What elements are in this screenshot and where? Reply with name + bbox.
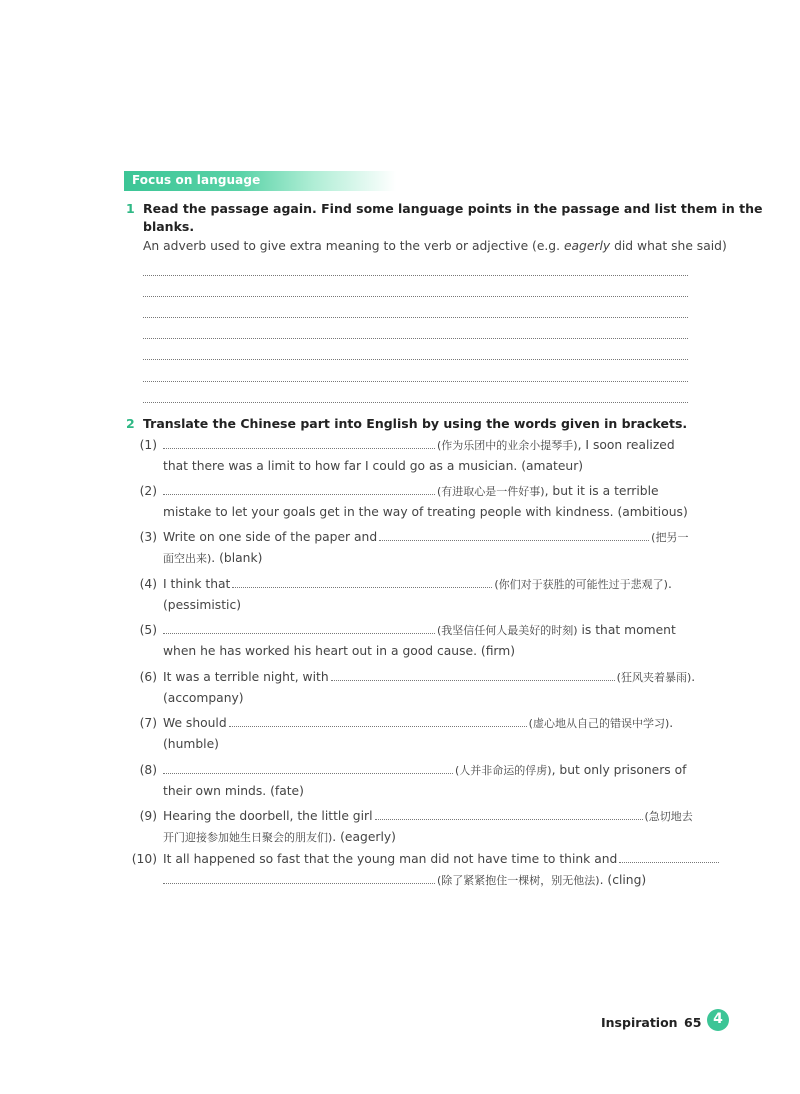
item-number: (5) [139,623,157,637]
item-number: (10) [131,852,157,866]
question-1-instruction [143,239,727,253]
item-text: We should [163,716,227,730]
item-1-line1 [163,435,675,456]
item-10-line2 [163,870,646,891]
item-text: . (eagerly) [332,830,396,844]
item-2-line2: mistake to let your goals get in the way of treating people with kindness. (ambitious) [163,505,688,519]
chinese-prompt: (你们对于获胜的可能性过于悲观了) [494,578,668,591]
item-text: is that moment [577,623,676,637]
item-number: (8) [139,763,157,777]
page-number: 65 [684,1015,702,1030]
answer-line[interactable] [143,381,688,382]
question-2-title: Translate the Chinese part into English by using the words given in brackets. [143,416,688,431]
item-number: (4) [139,577,157,591]
item-9-line1 [163,806,693,827]
chinese-prompt: (人并非命运的俘虏) [455,764,552,777]
chinese-prompt: (狂风夹着暴雨) [616,671,692,684]
item-7-line1 [163,713,673,734]
item-number: (3) [139,530,157,544]
item-text: , but it is a terrible [544,484,659,498]
answer-line[interactable] [143,275,688,276]
item-text: . [669,716,674,730]
chinese-prompt: (虚心地从自己的错误中学习) [528,717,670,730]
chinese-prompt: (急切地去 [644,810,693,823]
item-5-line1 [163,620,676,641]
section-banner [124,171,396,191]
answer-blank[interactable] [163,871,435,884]
item-text: Write on one side of the paper and [163,530,378,544]
item-text: It was a terrible night, with [163,670,329,684]
item-8-line1 [163,760,686,781]
question-1-title-line2: blanks. [143,219,195,234]
chinese-prompt: (除了紧紧抱住一棵树，别无他法) [437,874,600,887]
answer-line[interactable] [143,402,688,403]
answer-line[interactable] [143,338,688,339]
item-9-line2 [163,827,396,848]
answer-blank[interactable] [163,621,435,634]
answer-blank[interactable] [379,528,649,541]
instruction-text-end: did what she said) [610,239,727,253]
item-text: It all happened so fast that the young man did not have time to think and [163,852,618,866]
item-10-line1 [163,849,721,870]
answer-blank[interactable] [331,668,615,681]
answer-blank[interactable] [163,436,435,449]
answer-blank[interactable] [229,714,527,727]
question-1-title [143,200,763,236]
item-text: , I soon realized [577,438,675,452]
answer-line[interactable] [143,317,688,318]
item-4-line2: (pessimistic) [163,598,241,612]
item-text: . [691,670,696,684]
item-number: (9) [139,809,157,823]
chinese-prompt: 开门迎接参加她生日聚会的朋友们) [163,831,333,844]
item-8-line2: their own minds. (fate) [163,784,304,798]
answer-line[interactable] [143,359,688,360]
answer-blank[interactable] [163,482,435,495]
unit-badge [707,1009,729,1031]
unit-number: 4 [713,1011,723,1027]
item-6-line1 [163,667,695,688]
item-text: . (cling) [599,873,647,887]
answer-blank[interactable] [163,761,453,774]
chinese-prompt: (有进取心是一件好事) [437,485,545,498]
answer-blank[interactable] [232,575,492,588]
item-text: Hearing the doorbell, the little girl [163,809,373,823]
item-text: I think that [163,577,231,591]
item-number: (1) [139,438,157,452]
item-2-line1 [163,481,659,502]
question-1-title-line1: Read the passage again. Find some language points in the passage and list them in the [143,201,763,216]
item-4-line1 [163,574,672,595]
question-2-number: 2 [126,416,135,431]
item-1-line2: that there was a limit to how far I could go as a musician. (amateur) [163,459,584,473]
item-6-line2: (accompany) [163,691,244,705]
item-3-line1 [163,527,688,548]
item-3-line2 [163,548,262,569]
item-7-line2: (humble) [163,737,219,751]
chinese-prompt: 面空出来) [163,552,212,565]
item-number: (2) [139,484,157,498]
answer-blank[interactable] [619,850,719,863]
answer-blank[interactable] [375,807,643,820]
chinese-prompt: (把另一 [651,531,689,544]
item-number: (7) [139,716,157,730]
chinese-prompt: (作为乐团中的业余小提琴手) [437,439,578,452]
item-text: . (blank) [211,551,263,565]
unit-title: Inspiration [601,1015,678,1030]
item-text: , but only prisoners of [551,763,687,777]
chinese-prompt: (我坚信任何人最美好的时刻) [437,624,578,637]
instruction-text: An adverb used to give extra meaning to the verb or adjective (e.g. [143,239,564,253]
item-number: (6) [139,670,157,684]
item-text: . [667,577,672,591]
question-1-number: 1 [126,201,135,216]
answer-line[interactable] [143,296,688,297]
item-5-line2: when he has worked his heart out in a good cause. (firm) [163,644,516,658]
section-title: Focus on language [132,173,261,187]
instruction-example-word: eagerly [563,239,611,253]
